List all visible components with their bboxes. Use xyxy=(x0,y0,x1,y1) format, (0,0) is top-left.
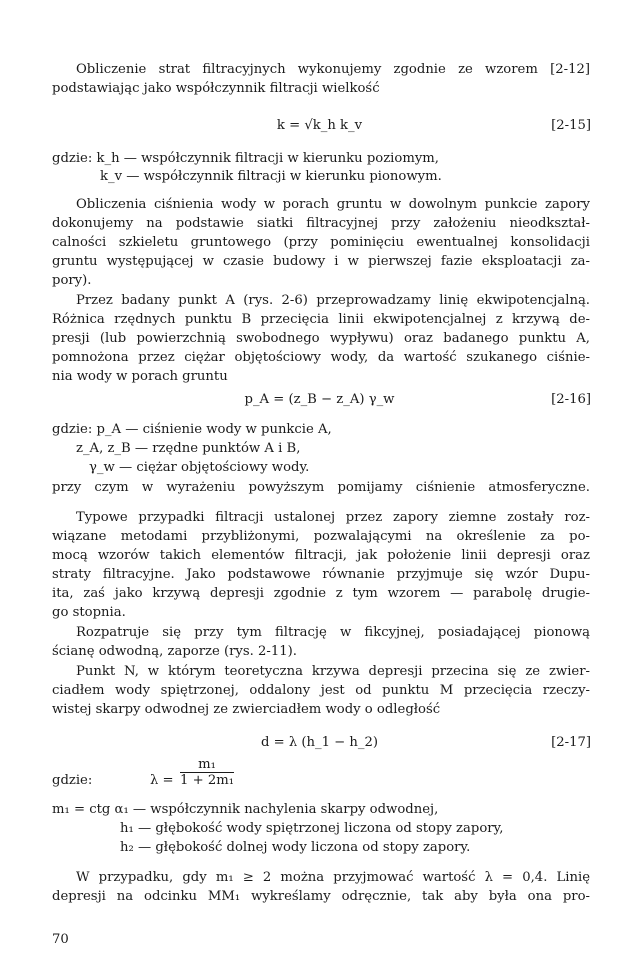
paragraph-line: podstawiając jako współczynnik filtracji wielkość xyxy=(52,81,380,96)
paragraph-line: wistej skarpy odwodnej ze zwierciadłem wody o odległość xyxy=(52,702,441,717)
equation-2-17: d = λ (h_1 − h_2) xyxy=(260,735,379,750)
fraction-numerator: m₁ xyxy=(180,757,234,773)
equation-number: [2-16] xyxy=(551,392,591,407)
paragraph-line: Punkt N, w którym teoretyczna krzywa depresji przecina się ze zwier- xyxy=(76,664,590,679)
paragraph-line: nia wody w porach gruntu xyxy=(52,369,228,384)
paragraph-line: gruntu występującej w czasie budowy i w pierwszej fazie eksploatacji za- xyxy=(52,254,590,269)
definition-line: h₁ — głębokość wody spiętrzonej liczona od stopy zapory, xyxy=(120,821,504,836)
paragraph-line: ita, zaś jako krzywą depresji zgodnie z tym wzorem — parabolę drugie- xyxy=(52,586,590,601)
paragraph-line: calności szkieletu gruntowego (przy pominięciu ewentualnej konsolidacji xyxy=(52,235,590,250)
paragraph-line: Rozpatruje się przy tym filtrację w fikcyjnej, posiadającej pionową xyxy=(76,625,590,640)
definition-line: m₁ = ctg α₁ — współczynnik nachylenia skarpy odwodnej, xyxy=(52,802,439,817)
equation-number: [2-17] xyxy=(551,735,591,750)
page-number: 70 xyxy=(52,932,69,947)
paragraph-line: straty filtracyjne. Jako podstawowe równanie przyjmuje się wzór Dupu- xyxy=(52,567,590,582)
paragraph-line: go stopnia. xyxy=(52,605,126,620)
definition-line: gdzie: k_h — współczynnik filtracji w kierunku poziomym, xyxy=(52,151,439,166)
paragraph-line: pory). xyxy=(52,273,92,288)
paragraph-line: przy czym w wyrażeniu powyższym pomijamy ciśnienie atmosferyczne. xyxy=(52,480,590,495)
paragraph-line: mocą wzorów takich elementów filtracji, jak położenie linii depresji oraz xyxy=(52,548,590,563)
definition-line: gdzie: p_A — ciśnienie wody w punkcie A, xyxy=(52,422,332,437)
paragraph-line: ciadłem wody spiętrzonej, oddalony jest od punktu M przecięcia rzeczy- xyxy=(52,683,590,698)
equation-2-15: k = √k_h k_v xyxy=(276,118,363,133)
definition-line: z_A, z_B — rzędne punktów A i B, xyxy=(76,441,301,456)
fraction xyxy=(180,757,234,788)
definition-line: h₂ — głębokość dolnej wody liczona od stopy zapory. xyxy=(120,840,471,855)
fraction-denominator: 1 + 2m₁ xyxy=(180,773,235,788)
paragraph-line: ścianę odwodną, zaporze (rys. 2-11). xyxy=(52,644,297,659)
paragraph-line: Typowe przypadki filtracji ustalonej przez zapory ziemne zostały roz- xyxy=(76,510,590,525)
paragraph-line: depresji na odcinku MM₁ wykreślamy odręcznie, tak aby była ona pro- xyxy=(52,889,590,904)
paragraph-line: dokonujemy na podstawie siatki filtracyjnej przy założeniu nieodkształ- xyxy=(52,216,590,231)
paragraph-line: Obliczenia ciśnienia wody w porach gruntu w dowolnym punkcie zapory xyxy=(76,197,590,212)
definition-label: gdzie: xyxy=(52,773,93,788)
paragraph-line: W przypadku, gdy m₁ ≥ 2 można przyjmować wartość λ = 0,4. Linię xyxy=(76,870,590,885)
paragraph-line: Różnica rzędnych punktu B przecięcia linii ekwipotencjalnej z krzywą de- xyxy=(52,312,590,327)
equation-2-16: p_A = (z_B − z_A) γ_w xyxy=(244,392,395,407)
equation-number: [2-15] xyxy=(551,118,591,133)
paragraph-line: wiązane metodami przybliżonymi, pozwalającymi na określenie za po- xyxy=(52,529,590,544)
paragraph-line: Przez badany punkt A (rys. 2-6) przeprowadzamy linię ekwipotencjalną. xyxy=(76,293,590,308)
paragraph-line: Obliczenie strat filtracyjnych wykonujemy zgodnie ze wzorem [2-12] xyxy=(76,62,590,77)
paragraph-line: pomnożona przez ciężar objętościowy wody, da wartość szukanego ciśnie- xyxy=(52,350,590,365)
definition-line: k_v — współczynnik filtracji w kierunku pionowym. xyxy=(100,169,442,184)
paragraph-line: presji (lub powierzchnią swobodnego wypływu) oraz badanego punktu A, xyxy=(52,331,590,346)
definition-line: γ_w — ciężar objętościowy wody. xyxy=(89,460,310,475)
lambda-fraction xyxy=(180,757,234,788)
lambda-label: λ = xyxy=(150,773,174,788)
